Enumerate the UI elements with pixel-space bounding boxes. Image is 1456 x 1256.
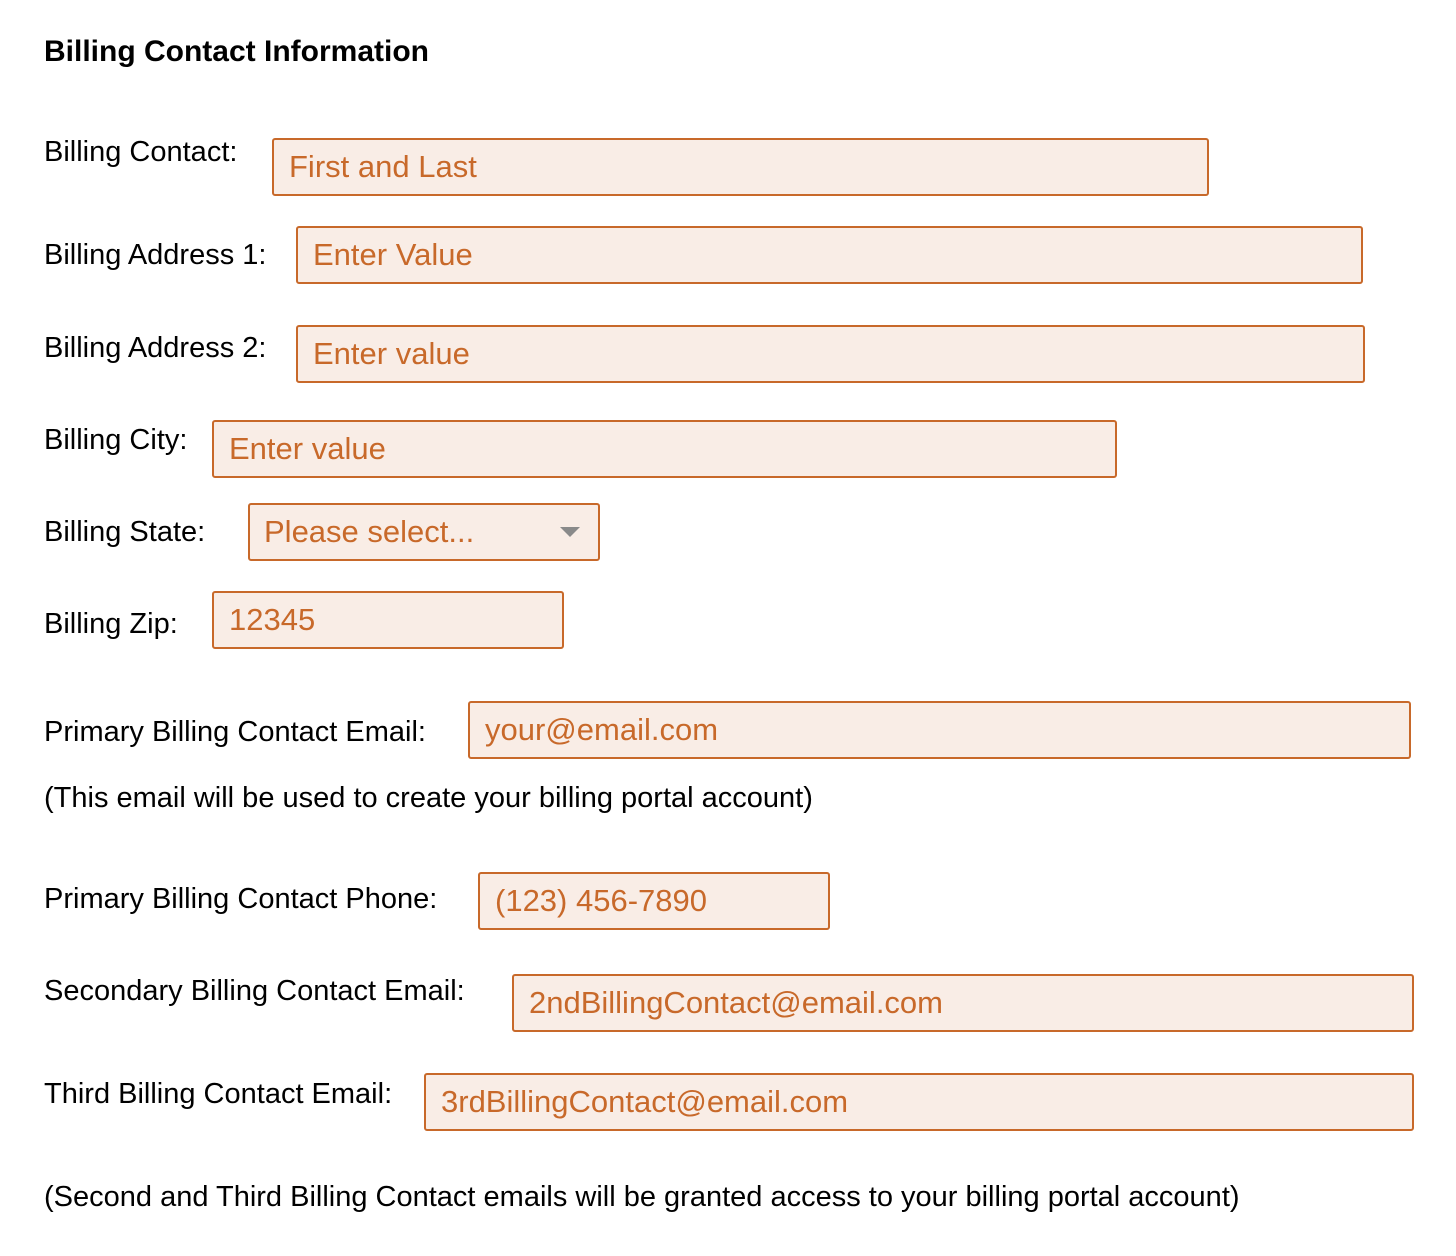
additional-emails-note: (Second and Third Billing Contact emails will be granted access to your billing portal account)	[44, 1181, 1240, 1213]
billing-city-input[interactable]	[214, 422, 1115, 476]
billing-state-label: Billing State:	[44, 516, 206, 548]
billing-state-selected-value: Please select...	[264, 514, 475, 549]
primary-email-note: (This email will be used to create your billing portal account)	[44, 782, 813, 814]
primary-email-field[interactable]	[468, 701, 1411, 759]
third-email-input[interactable]	[426, 1075, 1412, 1129]
chevron-down-icon	[560, 527, 580, 537]
section-title: Billing Contact Information	[44, 35, 429, 68]
secondary-email-label: Secondary Billing Contact Email:	[44, 975, 465, 1007]
billing-zip-input[interactable]	[214, 593, 562, 647]
third-email-label: Third Billing Contact Email:	[44, 1078, 393, 1110]
billing-zip-field[interactable]	[212, 591, 564, 649]
billing-city-label: Billing City:	[44, 424, 188, 456]
secondary-email-input[interactable]	[514, 976, 1412, 1030]
billing-contact-input[interactable]	[274, 140, 1207, 194]
billing-contact-field[interactable]	[272, 138, 1209, 196]
billing-address-1-field[interactable]	[296, 226, 1363, 284]
primary-email-label: Primary Billing Contact Email:	[44, 716, 426, 748]
primary-phone-field[interactable]	[478, 872, 830, 930]
billing-address-2-field[interactable]	[296, 325, 1365, 383]
secondary-email-field[interactable]	[512, 974, 1414, 1032]
billing-zip-label: Billing Zip:	[44, 608, 178, 640]
third-email-field[interactable]	[424, 1073, 1414, 1131]
billing-contact-label: Billing Contact:	[44, 136, 238, 168]
billing-address-1-input[interactable]	[298, 228, 1361, 282]
billing-address-2-label: Billing Address 2:	[44, 332, 267, 364]
primary-phone-input[interactable]	[480, 874, 828, 928]
billing-address-2-input[interactable]	[298, 327, 1363, 381]
billing-address-1-label: Billing Address 1:	[44, 239, 267, 271]
primary-phone-label: Primary Billing Contact Phone:	[44, 883, 438, 915]
billing-city-field[interactable]	[212, 420, 1117, 478]
primary-email-input[interactable]	[470, 703, 1409, 757]
billing-state-select[interactable]	[248, 503, 600, 561]
